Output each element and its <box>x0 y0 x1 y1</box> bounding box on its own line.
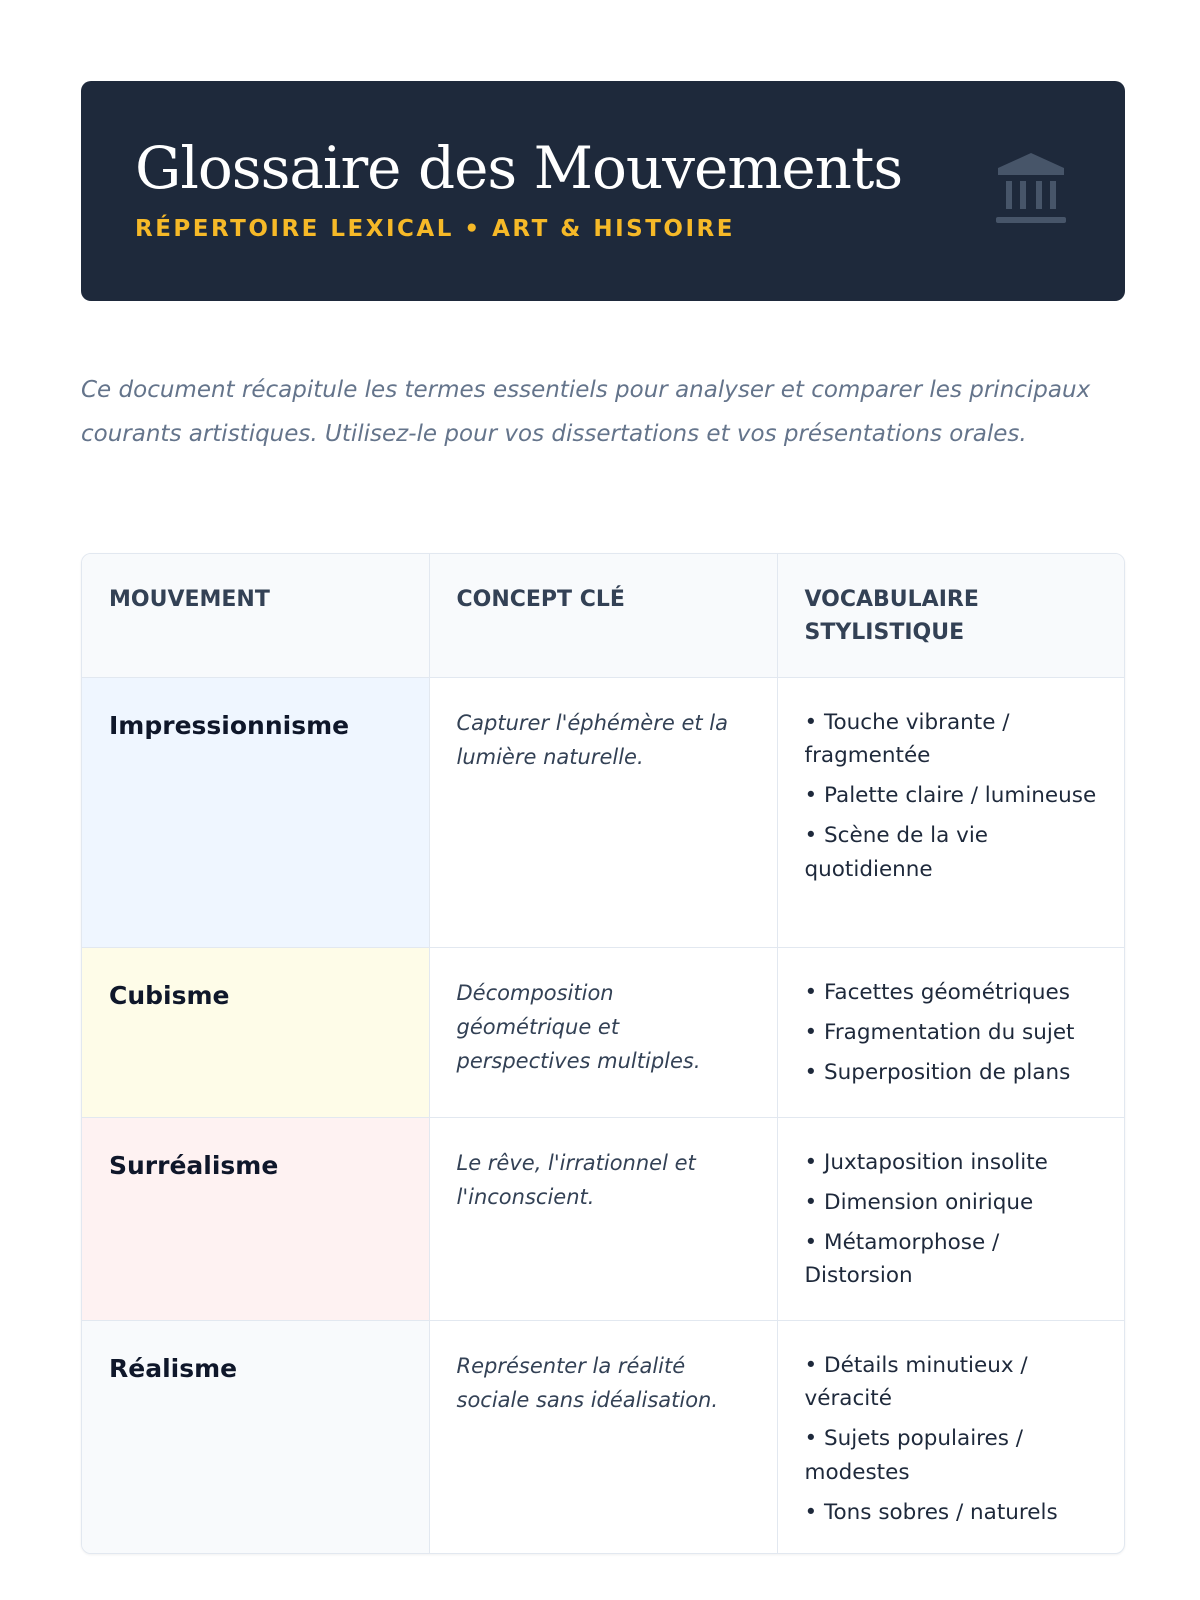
column-header-concept: CONCEPT CLÉ <box>429 554 777 677</box>
vocabulary-item: • Tons sobres / naturels <box>805 1496 1101 1530</box>
vocabulary-cell <box>777 1320 1125 1554</box>
vocabulary-item: • Facettes géométriques <box>805 976 1101 1010</box>
movement-cell: Cubisme <box>82 947 429 1117</box>
vocabulary-list <box>805 976 1101 1090</box>
table-row <box>82 1320 1125 1554</box>
vocabulary-item: • Métamorphose / Distorsion <box>805 1226 1101 1293</box>
table-row <box>82 1117 1125 1320</box>
page-header <box>81 81 1125 301</box>
movement-cell: Surréalisme <box>82 1117 429 1320</box>
vocabulary-item: • Détails minutieux / véracité <box>805 1349 1101 1416</box>
vocabulary-cell <box>777 947 1125 1117</box>
vocabulary-item: • Palette claire / lumineuse <box>805 779 1101 813</box>
table-header-row <box>82 554 1125 677</box>
concept-cell: Décomposition géométrique et perspectives multiples. <box>429 947 777 1117</box>
vocabulary-item: • Touche vibrante / fragmentée <box>805 706 1101 773</box>
movement-cell: Réalisme <box>82 1320 429 1554</box>
vocabulary-list <box>805 1146 1101 1293</box>
concept-cell: Le rêve, l'irrationnel et l'inconscient. <box>429 1117 777 1320</box>
vocabulary-cell <box>777 1117 1125 1320</box>
column-header-movement: MOUVEMENT <box>82 554 429 677</box>
vocabulary-list <box>805 706 1101 887</box>
column-header-vocabulary: VOCABULAIRE STYLISTIQUE <box>777 554 1125 677</box>
vocabulary-item: • Sujets populaires / modestes <box>805 1422 1101 1489</box>
vocabulary-item: • Juxtaposition insolite <box>805 1146 1101 1180</box>
table-row <box>82 947 1125 1117</box>
page-title: Glossaire des Mouvements <box>135 134 903 202</box>
museum-icon <box>996 151 1066 227</box>
vocabulary-list <box>805 1349 1101 1530</box>
vocabulary-item: • Superposition de plans <box>805 1056 1101 1090</box>
vocabulary-cell <box>777 677 1125 947</box>
movement-cell: Impressionnisme <box>82 677 429 947</box>
concept-cell: Représenter la réalité sociale sans idéalisation. <box>429 1320 777 1554</box>
page-subtitle: RÉPERTOIRE LEXICAL • ART & HISTOIRE <box>135 216 735 242</box>
intro-paragraph: Ce document récapitule les termes essentiels pour analyser et comparer les principaux courants artistiques. Utilisez-le pour vos dissertations et vos présentations orales. <box>81 377 1091 447</box>
concept-cell: Capturer l'éphémère et la lumière naturelle. <box>429 677 777 947</box>
table-row <box>82 677 1125 947</box>
vocabulary-item: • Scène de la vie quotidienne <box>805 819 1101 886</box>
vocabulary-item: • Fragmentation du sujet <box>805 1016 1101 1050</box>
glossary-table <box>81 553 1125 1554</box>
vocabulary-item: • Dimension onirique <box>805 1186 1101 1220</box>
